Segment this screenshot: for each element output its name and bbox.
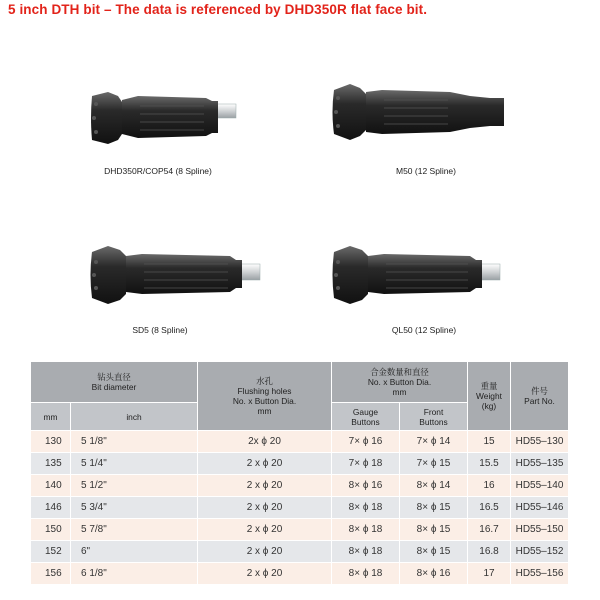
table-row (31, 453, 569, 475)
weight-cell: 17 (468, 563, 511, 585)
part-cell: HD55–152 (511, 541, 569, 563)
flushing-en-label-2: No. x Button Dia. (232, 396, 297, 406)
mm-cell: 135 (31, 453, 71, 475)
gauge-cell: 7× ϕ 18 (332, 453, 400, 475)
front-cell: 8× ϕ 15 (400, 497, 468, 519)
flushing-en-label-1: Flushing holes (237, 386, 292, 396)
mm-cell: 156 (31, 563, 71, 585)
part-cn-label: 件号 (531, 386, 548, 396)
bit-diameter-en-label: Bit diameter (91, 382, 137, 392)
part-cell: HD55–146 (511, 497, 569, 519)
flushing-holes-header (198, 362, 332, 431)
gauge-cell: 8× ϕ 18 (332, 541, 400, 563)
weight-cell: 16.8 (468, 541, 511, 563)
front-cell: 7× ϕ 15 (400, 453, 468, 475)
inch-cell: 5 3/4" (71, 497, 198, 519)
flushing-cn-label: 水孔 (256, 376, 273, 386)
table-row (31, 563, 569, 585)
inch-cell: 5 7/8" (71, 519, 198, 541)
inch-subheader: inch (71, 403, 198, 431)
product-caption-dhd350r: DHD350R/COP54 (8 Spline) (104, 166, 212, 176)
flushing-cell: 2 x ϕ 20 (198, 541, 332, 563)
part-cell: HD55–156 (511, 563, 569, 585)
inch-cell: 5 1/2" (71, 475, 198, 497)
weight-header (468, 362, 511, 431)
mm-cell: 130 (31, 431, 71, 453)
weight-cell: 16 (468, 475, 511, 497)
table-row (31, 497, 569, 519)
product-caption-m50: M50 (12 Spline) (395, 166, 457, 176)
front-label-1: Front (423, 406, 444, 417)
mm-cell: 146 (31, 497, 71, 519)
weight-cell: 15 (468, 431, 511, 453)
gauge-cell: 7× ϕ 16 (332, 431, 400, 453)
spec-table-body (31, 431, 569, 585)
table-row (31, 541, 569, 563)
mm-cell: 140 (31, 475, 71, 497)
dth-bit-dhd350r-image (88, 82, 248, 154)
buttons-cn-label: 合金数量和直径 (370, 367, 429, 377)
weight-cell: 16.7 (468, 519, 511, 541)
table-row (31, 519, 569, 541)
front-cell: 8× ϕ 14 (400, 475, 468, 497)
flushing-cell: 2 x ϕ 20 (198, 563, 332, 585)
weight-cn-label: 重量 (480, 381, 498, 391)
product-caption-ql50: QL50 (12 Spline) (391, 325, 457, 335)
dth-bit-ql50-image (330, 242, 510, 308)
gauge-cell: 8× ϕ 16 (332, 475, 400, 497)
weight-cell: 16.5 (468, 497, 511, 519)
mm-subheader: mm (31, 403, 71, 431)
table-row (31, 475, 569, 497)
inch-cell: 5 1/4" (71, 453, 198, 475)
front-buttons-subheader (400, 403, 468, 431)
weight-cell: 15.5 (468, 453, 511, 475)
dth-bit-m50-image (330, 80, 520, 144)
flushing-cell: 2 x ϕ 20 (198, 519, 332, 541)
buttons-en-label-2: mm (392, 387, 407, 397)
gauge-buttons-subheader (332, 403, 400, 431)
weight-en-label-2: (kg) (481, 401, 497, 411)
front-cell: 8× ϕ 16 (400, 563, 468, 585)
gauge-cell: 8× ϕ 18 (332, 563, 400, 585)
gauge-label-2: Buttons (351, 416, 380, 427)
table-row (31, 431, 569, 453)
part-cell: HD55–135 (511, 453, 569, 475)
part-en-label: Part No. (524, 396, 555, 406)
flushing-en-label-3: mm (257, 406, 272, 416)
flushing-cell: 2 x ϕ 20 (198, 453, 332, 475)
flushing-cell: 2 x ϕ 20 (198, 475, 332, 497)
flushing-cell: 2x ϕ 20 (198, 431, 332, 453)
front-cell: 8× ϕ 15 (400, 541, 468, 563)
gauge-cell: 8× ϕ 18 (332, 497, 400, 519)
product-caption-sd5: SD5 (8 Spline) (132, 325, 188, 335)
inch-cell: 6" (71, 541, 198, 563)
weight-en-label-1: Weight (476, 391, 502, 401)
front-cell: 8× ϕ 15 (400, 519, 468, 541)
mm-cell: 152 (31, 541, 71, 563)
inch-cell: 5 1/8" (71, 431, 198, 453)
front-label-2: Buttons (419, 416, 448, 427)
gauge-cell: 8× ϕ 18 (332, 519, 400, 541)
table-header-row (31, 362, 569, 403)
part-number-header (511, 362, 569, 431)
mm-cell: 150 (31, 519, 71, 541)
spec-table (30, 361, 569, 585)
bit-diameter-header (31, 362, 198, 403)
gauge-label-1: Gauge (352, 406, 379, 417)
bit-diameter-cn-label: 钻头直径 (97, 372, 131, 382)
dth-bit-sd5-image (88, 242, 268, 308)
page-title: 5 inch DTH bit – The data is referenced by DHD350R flat face bit. (8, 2, 428, 17)
buttons-en-label-1: No. x Button Dia. (367, 377, 432, 387)
part-cell: HD55–130 (511, 431, 569, 453)
buttons-header (332, 362, 468, 403)
part-cell: HD55–150 (511, 519, 569, 541)
inch-cell: 6 1/8" (71, 563, 198, 585)
flushing-cell: 2 x ϕ 20 (198, 497, 332, 519)
front-cell: 7× ϕ 14 (400, 431, 468, 453)
part-cell: HD55–140 (511, 475, 569, 497)
